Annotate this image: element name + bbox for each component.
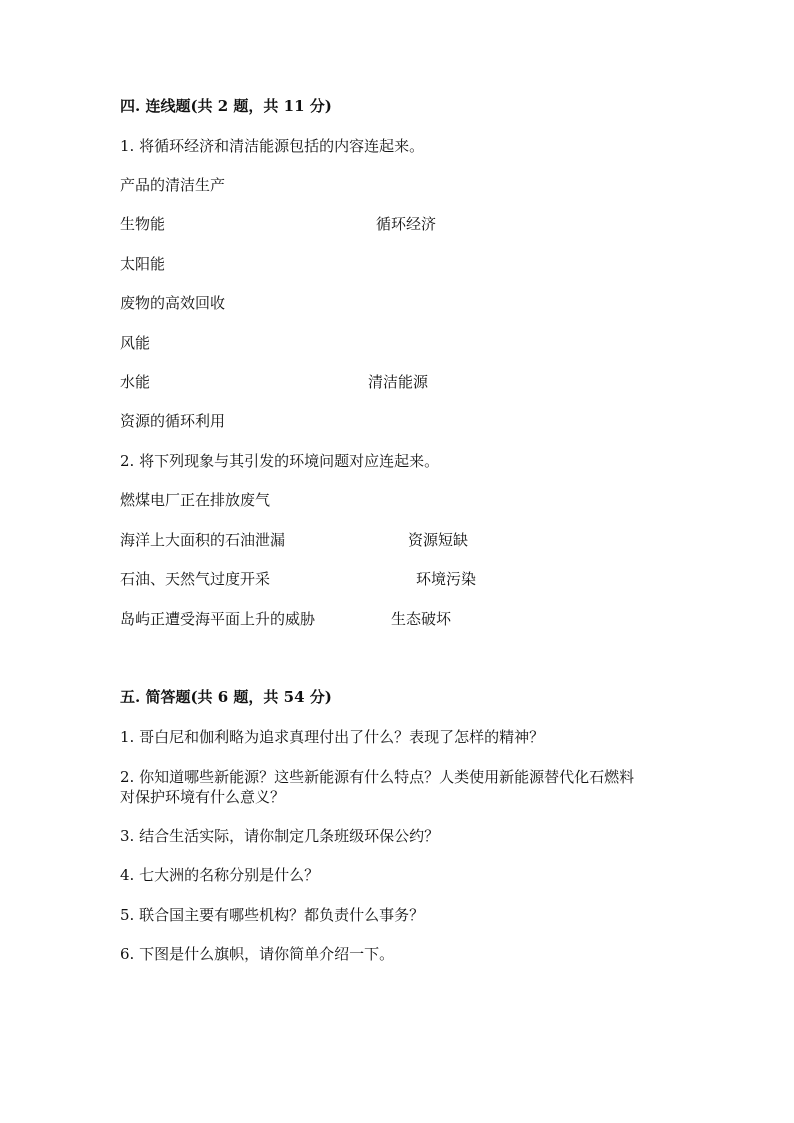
q1-left-item: 太阳能 xyxy=(120,255,166,273)
section-4-heading: 四. 连线题(共 2 题，共 11 分) xyxy=(120,97,332,115)
q1-left-item: 产品的清洁生产 xyxy=(120,176,226,194)
q2-prompt: 2. 将下列现象与其引发的环境问题对应连起来。 xyxy=(120,452,440,470)
short-answer-question: 2. 你知道哪些新能源？这些新能源有什么特点？人类使用新能源替代化石燃料 xyxy=(120,768,635,786)
q2-right-item: 资源短缺 xyxy=(408,531,469,549)
short-answer-question: 5. 联合国主要有哪些机构？都负责什么事务？ xyxy=(120,906,425,924)
short-answer-question: 1. 哥白尼和伽利略为追求真理付出了什么？表现了怎样的精神？ xyxy=(120,728,545,746)
q2-left-item: 燃煤电厂正在排放废气 xyxy=(120,491,271,509)
q1-prompt: 1. 将循环经济和清洁能源包括的内容连起来。 xyxy=(120,137,425,155)
short-answer-question: 6. 下图是什么旗帜，请你简单介绍一下。 xyxy=(120,945,395,963)
q2-right-item: 环境污染 xyxy=(416,570,477,588)
short-answer-question: 3. 结合生活实际，请你制定几条班级环保公约？ xyxy=(120,827,440,845)
q1-left-item: 风能 xyxy=(120,334,151,352)
section-5-heading: 五. 简答题(共 6 题，共 54 分) xyxy=(120,688,332,706)
q1-right-item: 清洁能源 xyxy=(368,373,429,391)
q2-right-item: 生态破坏 xyxy=(391,610,452,628)
q2-left-item: 海洋上大面积的石油泄漏 xyxy=(120,531,286,549)
q2-left-item: 石油、天然气过度开采 xyxy=(120,570,271,588)
q1-right-item: 循环经济 xyxy=(376,215,437,233)
short-answer-question-continued: 对保护环境有什么意义？ xyxy=(120,788,286,806)
q1-left-item: 废物的高效回收 xyxy=(120,294,226,312)
q1-left-item: 生物能 xyxy=(120,215,166,233)
q1-left-item: 资源的循环利用 xyxy=(120,412,226,430)
q1-left-item: 水能 xyxy=(120,373,151,391)
q2-left-item: 岛屿正遭受海平面上升的威胁 xyxy=(120,610,316,628)
short-answer-question: 4. 七大洲的名称分别是什么？ xyxy=(120,866,320,884)
